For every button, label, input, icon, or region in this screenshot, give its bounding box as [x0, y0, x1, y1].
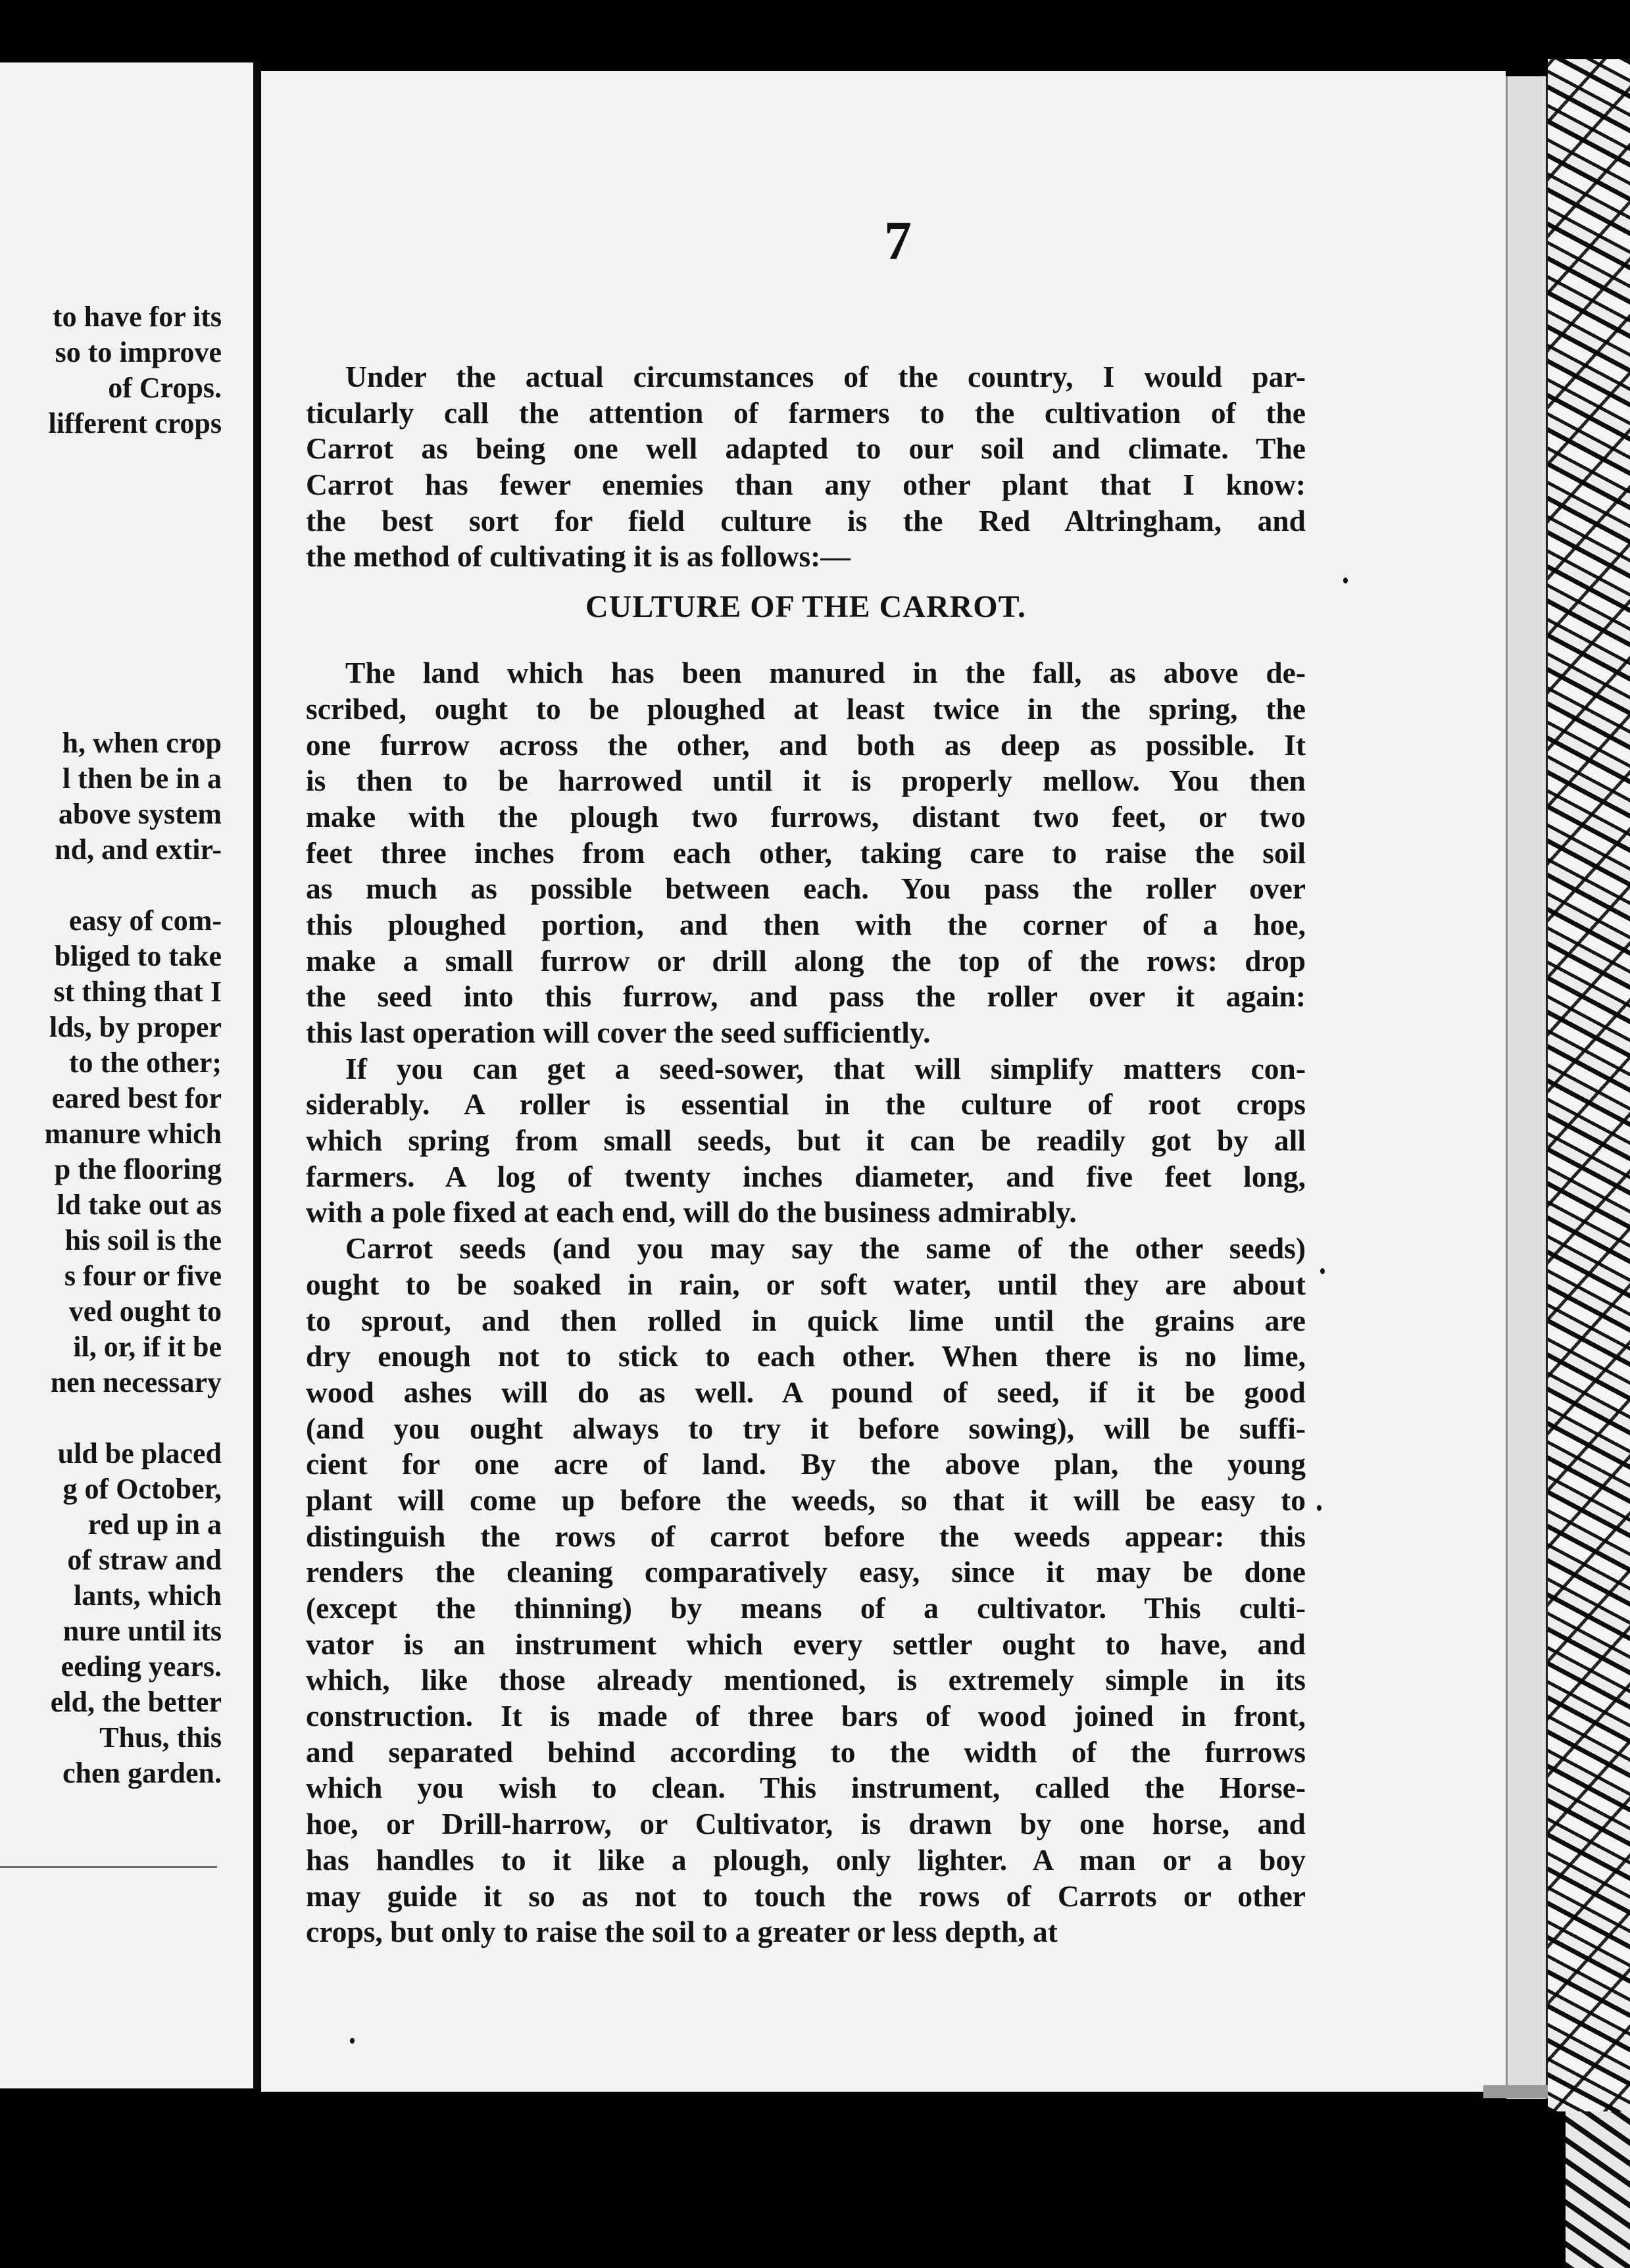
- left-text-line: [0, 583, 222, 619]
- text-line: cient for one acre of land. By the above plan, the young: [306, 1447, 1306, 1481]
- left-text-line: ved ought to: [68, 1295, 222, 1327]
- text-line: If you can get a seed-sower, that will simplify matters con-: [345, 1051, 1306, 1085]
- left-text-line: g of October,: [62, 1473, 222, 1505]
- text-line: may guide it so as not to touch the rows of Carrots or other: [306, 1879, 1306, 1913]
- text-line: the seed into this furrow, and pass the roller over it again:: [306, 979, 1306, 1014]
- left-text-line: his soil is the: [64, 1224, 222, 1256]
- page-edge-shadow: [1483, 2085, 1549, 2098]
- left-text-line: p the flooring: [54, 1153, 222, 1185]
- text-line: Carrot has fewer enemies than any other plant that I know:: [306, 468, 1306, 502]
- page-number: 7: [884, 210, 912, 272]
- left-text-line: Thus, this: [99, 1721, 222, 1754]
- text-line: (except the thinning) by means of a cultivator. This culti-: [306, 1591, 1306, 1625]
- text-line: scribed, ought to be ploughed at least twice in the spring, the: [306, 691, 1306, 726]
- text-line: the best sort for field culture is the Red Altringham, and: [306, 503, 1306, 537]
- text-line: Under the actual circumstances of the country, I would par-: [345, 360, 1306, 393]
- left-text-line: of Crops.: [108, 372, 222, 404]
- left-text-line: eld, the better: [50, 1686, 222, 1718]
- text-line: ought to be soaked in rain, or soft water, until they are about: [306, 1267, 1306, 1301]
- left-text-line: [0, 512, 222, 548]
- text-line: has handles to it like a plough, only lighter. A man or a boy: [306, 1842, 1306, 1877]
- text-line: feet three inches from each other, taking care to raise the soil: [306, 835, 1306, 870]
- left-page: [0, 62, 253, 2088]
- left-text-line: lifferent crops: [48, 407, 222, 439]
- left-text-line: [0, 441, 222, 477]
- text-line: (and you ought always to try it before sowing), will be suffi-: [306, 1411, 1306, 1445]
- left-text-line: s four or five: [64, 1260, 222, 1292]
- text-line: make a small furrow or drill along the top of the rows: drop: [306, 943, 1306, 977]
- left-text-line: nen necessary: [50, 1366, 222, 1398]
- text-line: Carrot as being one well adapted to our soil and climate. The: [306, 431, 1306, 466]
- page-body: [306, 359, 1306, 1950]
- left-text-line: so to improve: [55, 336, 222, 368]
- left-text-line: easy of com-: [68, 904, 222, 937]
- text-line: The land which has been manured in the fall, as above de-: [345, 656, 1306, 690]
- ink-speck: [1320, 1268, 1325, 1274]
- book-gutter: [253, 62, 261, 2088]
- ink-speck: [350, 2038, 355, 2044]
- left-text-line: lds, by proper: [49, 1011, 222, 1043]
- page-edge: [1506, 76, 1548, 2099]
- text-line: the method of cultivating it is as follows:—: [306, 539, 851, 574]
- left-page-rule: [0, 1866, 217, 1868]
- left-text-line: eared best for: [51, 1082, 222, 1114]
- text-line: this ploughed portion, and then with the corner of a hoe,: [306, 907, 1306, 941]
- left-text-line: chen garden.: [62, 1757, 222, 1789]
- left-text-line: above system: [58, 798, 222, 830]
- left-text-line: ld take out as: [57, 1189, 222, 1221]
- left-text-line: il, or, if it be: [73, 1331, 222, 1363]
- text-line: distinguish the rows of carrot before the weeds appear: this: [306, 1519, 1306, 1553]
- left-text-line: bliged to take: [54, 940, 222, 972]
- left-text-line: [0, 1400, 222, 1436]
- paragraph-carrot-seeds: [306, 1231, 1306, 1950]
- left-text-line: l then be in a: [62, 762, 222, 795]
- left-text-line: [0, 868, 222, 903]
- text-line: crops, but only to raise the soil to a greater or less depth, at: [306, 1915, 1058, 1949]
- paragraph-land-preparation: [306, 655, 1306, 1051]
- left-text-line: [0, 477, 222, 512]
- text-line: construction. It is made of three bars of wood joined in front,: [306, 1699, 1306, 1733]
- text-line: wood ashes will do as well. A pound of seed, if it be good: [306, 1375, 1306, 1409]
- section-heading: CULTURE OF THE CARROT.: [585, 589, 1027, 625]
- text-line: plant will come up before the weeds, so that it will be easy to: [306, 1483, 1306, 1517]
- ink-speck: [1317, 1505, 1321, 1511]
- left-text-line: [0, 548, 222, 583]
- text-line: to sprout, and then rolled in quick lime until the grains are: [306, 1303, 1306, 1337]
- left-text-line: [0, 690, 222, 726]
- left-text-line: uld be placed: [57, 1437, 222, 1469]
- left-text-line: h, when crop: [62, 727, 222, 759]
- text-line: dry enough not to stick to each other. When there is no lime,: [306, 1339, 1306, 1373]
- text-line: which, like those already mentioned, is extremely simple in its: [306, 1663, 1306, 1697]
- left-text-line: nure until its: [62, 1615, 222, 1647]
- left-text-line: red up in a: [87, 1508, 222, 1541]
- left-text-line: [0, 619, 222, 654]
- left-text-line: of straw and: [67, 1544, 222, 1576]
- left-text-line: lants, which: [74, 1579, 222, 1612]
- left-text-line: manure which: [44, 1118, 222, 1150]
- text-line: renders the cleaning comparatively easy, since it may be done: [306, 1555, 1306, 1589]
- text-line: is then to be harrowed until it is properly mellow. You then: [306, 764, 1306, 798]
- text-line: siderably. A roller is essential in the culture of root crops: [306, 1087, 1306, 1122]
- left-page-text: [0, 299, 222, 1791]
- text-line: this last operation will cover the seed sufficiently.: [306, 1016, 931, 1049]
- text-line: farmers. A log of twenty inches diameter, and five feet long,: [306, 1159, 1306, 1193]
- text-line: as much as possible between each. You pass the roller over: [306, 872, 1306, 906]
- text-line: and separated behind according to the width of the furrows: [306, 1735, 1306, 1769]
- left-text-line: to have for its: [52, 301, 222, 333]
- text-line: Carrot seeds (and you may say the same of the other seeds): [345, 1231, 1306, 1266]
- ink-speck: [1343, 578, 1348, 583]
- text-line: vator is an instrument which every settler ought to have, and: [306, 1627, 1306, 1661]
- left-text-line: [0, 654, 222, 690]
- text-line: one furrow across the other, and both as deep as possible. It: [306, 727, 1306, 762]
- left-text-line: nd, and extir-: [55, 833, 222, 866]
- paragraph-seed-sower: [306, 1051, 1306, 1231]
- marbled-cover-pattern: [1548, 59, 1630, 2111]
- left-text-line: to the other;: [68, 1047, 222, 1079]
- intro-paragraph: [306, 359, 1306, 575]
- marbled-cover-corner: [1566, 2111, 1630, 2268]
- left-text-line: eeding years.: [61, 1650, 222, 1683]
- text-line: with a pole fixed at each end, will do the business admirably.: [306, 1195, 1077, 1229]
- text-line: ticularly call the attention of farmers to the cultivation of the: [306, 395, 1306, 430]
- left-text-line: st thing that I: [53, 975, 222, 1008]
- main-page: [261, 71, 1506, 2092]
- text-line: hoe, or Drill-harrow, or Cultivator, is drawn by one horse, and: [306, 1807, 1306, 1841]
- text-line: which you wish to clean. This instrument, called the Horse-: [306, 1771, 1306, 1805]
- text-line: which spring from small seeds, but it can be readily got by all: [306, 1123, 1306, 1158]
- text-line: make with the plough two furrows, distant two feet, or two: [306, 799, 1306, 833]
